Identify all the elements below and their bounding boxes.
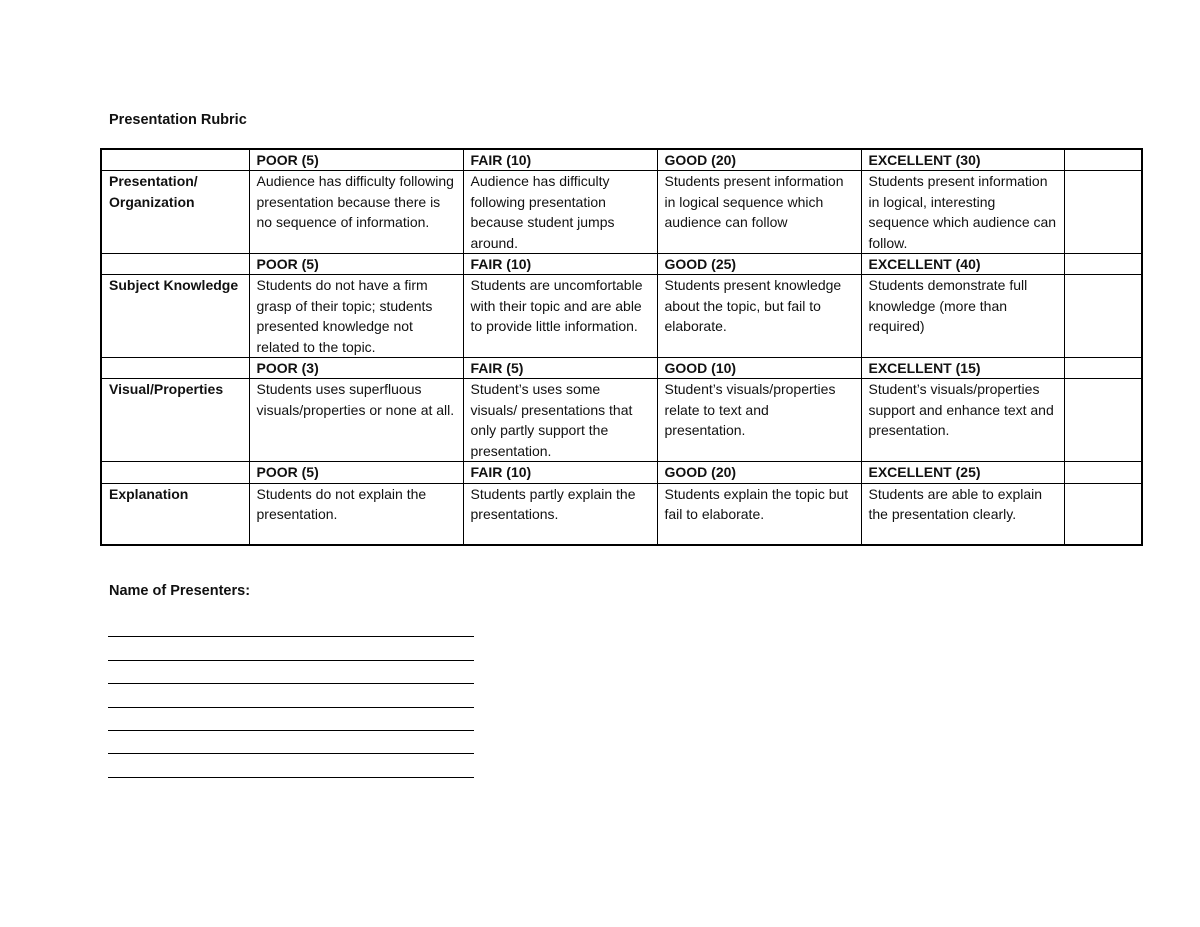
description-good: Students explain the topic but fail to elaborate. (657, 483, 861, 545)
score-cell (1064, 379, 1142, 462)
level-excellent: EXCELLENT (40) (861, 254, 1064, 275)
presenter-name-line (108, 636, 474, 637)
level-header-row (101, 358, 1142, 379)
description-poor: Students do not have a firm grasp of their topic; students presented knowledge not related to the topic. (249, 275, 463, 358)
score-cell (1064, 462, 1142, 483)
level-good: GOOD (20) (657, 462, 861, 483)
level-header-row (101, 149, 1142, 171)
presenters-label: Name of Presenters: (109, 583, 251, 599)
level-poor: POOR (5) (249, 149, 463, 171)
level-good: GOOD (25) (657, 254, 861, 275)
level-header-row (101, 462, 1142, 483)
description-fair: Students are uncomfortable with their topic and are able to provide little information. (463, 275, 657, 358)
criterion-row (101, 275, 1142, 358)
description-poor: Students do not explain the presentation. (249, 483, 463, 545)
level-poor: POOR (5) (249, 462, 463, 483)
presenter-name-line (108, 707, 474, 708)
score-cell (1064, 149, 1142, 171)
score-cell (1064, 254, 1142, 275)
presenter-name-line (108, 753, 474, 754)
presenter-name-line (108, 660, 474, 661)
description-fair: Audience has difficulty following presentation because student jumps around. (463, 171, 657, 254)
score-cell (1064, 171, 1142, 254)
criterion-row (101, 171, 1142, 254)
description-good: Student’s visuals/properties relate to text and presentation. (657, 379, 861, 462)
description-poor: Audience has difficulty following presentation because there is no sequence of information. (249, 171, 463, 254)
empty-cell (101, 462, 249, 483)
score-cell (1064, 483, 1142, 545)
empty-cell (101, 358, 249, 379)
description-poor: Students uses superfluous visuals/properties or none at all. (249, 379, 463, 462)
presenter-name-line (108, 777, 474, 778)
level-fair: FAIR (5) (463, 358, 657, 379)
description-fair: Students partly explain the presentations. (463, 483, 657, 545)
criterion-row (101, 379, 1142, 462)
level-fair: FAIR (10) (463, 254, 657, 275)
level-poor: POOR (5) (249, 254, 463, 275)
level-good: GOOD (20) (657, 149, 861, 171)
level-excellent: EXCELLENT (15) (861, 358, 1064, 379)
score-cell (1064, 275, 1142, 358)
description-excellent: Students present information in logical, interesting sequence which audience can follow. (861, 171, 1064, 254)
level-excellent: EXCELLENT (30) (861, 149, 1064, 171)
description-good: Students present knowledge about the topic, but fail to elaborate. (657, 275, 861, 358)
page-title: Presentation Rubric (109, 112, 247, 128)
score-cell (1064, 358, 1142, 379)
empty-cell (101, 149, 249, 171)
level-poor: POOR (3) (249, 358, 463, 379)
criterion-label: Presentation/ Organization (101, 171, 249, 254)
criterion-label: Subject Knowledge (101, 275, 249, 358)
empty-cell (101, 254, 249, 275)
criterion-label: Explanation (101, 483, 249, 545)
description-excellent: Students are able to explain the presentation clearly. (861, 483, 1064, 545)
description-excellent: Students demonstrate full knowledge (more than required) (861, 275, 1064, 358)
presenter-name-line (108, 730, 474, 731)
rubric-table (100, 148, 1143, 546)
criterion-label: Visual/Properties (101, 379, 249, 462)
level-good: GOOD (10) (657, 358, 861, 379)
description-excellent: Student’s visuals/properties support and enhance text and presentation. (861, 379, 1064, 462)
level-excellent: EXCELLENT (25) (861, 462, 1064, 483)
level-header-row (101, 254, 1142, 275)
description-good: Students present information in logical sequence which audience can follow (657, 171, 861, 254)
level-fair: FAIR (10) (463, 149, 657, 171)
level-fair: FAIR (10) (463, 462, 657, 483)
presenter-name-line (108, 683, 474, 684)
criterion-row (101, 483, 1142, 545)
description-fair: Student’s uses some visuals/ presentations that only partly support the presentation. (463, 379, 657, 462)
